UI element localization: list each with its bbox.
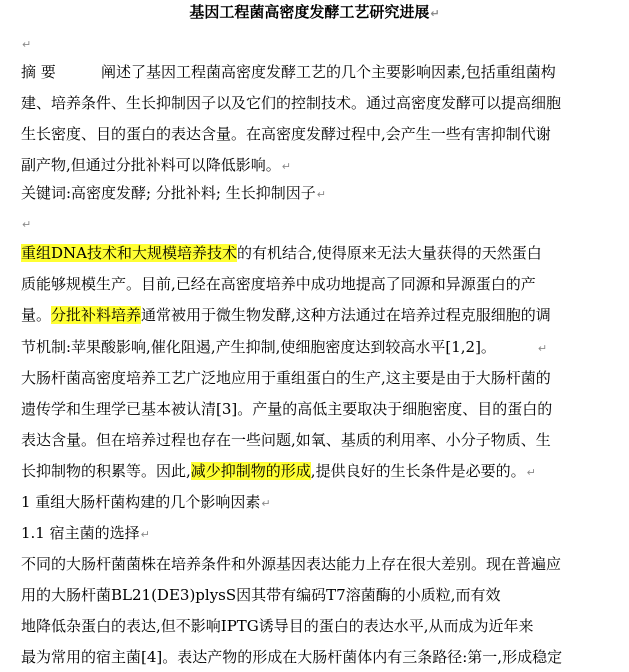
intro-line-3 [21,305,551,325]
paragraph-mark-icon: ↵ [316,188,326,201]
heading-text: 1.1 宿主菌的选择 [21,524,140,542]
blank-line [21,213,31,235]
abstract-label: 摘 要 [21,63,56,81]
keywords-line [21,183,326,205]
paragraph-mark-icon: ↵ [281,160,291,173]
body-text: 大肠杆菌高密度培养工艺广泛地应用于重组蛋白的生产,这主要是由于大肠杆菌的 [21,369,551,387]
body-text: 遗传学和生理学已基本被认清[3]。产量的高低主要取决于细胞密度、目的蛋白的 [21,400,553,418]
para2-line-4 [21,461,536,483]
intro-line-2 [21,274,536,294]
para2-line-3 [21,430,551,450]
paragraph-mark-icon: ↵ [261,497,271,510]
section-1-1-heading [21,523,150,545]
paragraph-mark-icon: ↵ [537,342,548,355]
highlighted-text: 减少抑制物的形成 [190,462,311,480]
heading-text: 1 重组大肠杆菌构建的几个影响因素 [21,493,261,511]
body-text: 量。 [21,306,52,324]
abstract-text: 建、培养条件、生长抑制因子以及它们的控制技术。通过高密度发酵可以提高细胞 [21,94,562,112]
body-text: 的有机结合,使得原来无法大量获得的天然蛋白 [237,244,542,262]
section-1-heading [21,492,271,514]
paragraph-mark-icon: ↵ [526,466,536,479]
abstract-line-4 [21,155,291,177]
body-text: 节机制:苹果酸影响,催化阻遏,产生抑制,使细胞密度达到较高水平[1,2]。 [21,338,496,356]
abstract-text: 阐述了基因工程菌高密度发酵工艺的几个主要影响因素,包括重组菌构 [101,63,556,81]
intro-line-4 [21,337,547,359]
abstract-line-3 [21,124,551,144]
intro-line-1 [21,243,542,263]
body-text: ,提供良好的生长条件是必要的。 [310,462,526,480]
keywords-text: 关键词:高密度发酵; 分批补料; 生长抑制因子 [21,184,316,202]
body-text: 质能够规模生产。目前,已经在高密度培养中成功地提高了同源和异源蛋白的产 [21,275,536,293]
document-title [0,2,629,24]
paragraph-mark-icon: ↵ [140,528,150,541]
body-text: 通常被用于微生物发酵,这种方法通过在培养过程克服细胞的调 [141,306,551,324]
para3-line-1 [21,554,561,574]
body-text: 用的大肠杆菌BL21(DE3)plysS因其带有编码T7溶菌酶的小质粒,而有效 [21,586,501,604]
body-text: 表达含量。但在培养过程也存在一些问题,如氧、基质的利用率、小分子物质、生 [21,431,551,449]
body-text: 长抑制物的积累等。因此, [21,462,191,480]
title-text: 基因工程菌高密度发酵工艺研究进展 [189,3,430,21]
paragraph-mark-icon: ↵ [430,7,440,20]
body-text: 最为常用的宿主菌[4]。表达产物的形成在大肠杆菌体内有三条路径:第一,形成稳定 [21,648,563,666]
para2-line-2 [21,399,552,419]
para3-line-3 [21,616,534,636]
para2-line-1 [21,368,551,388]
blank-line [21,33,31,55]
highlighted-text: 重组DNA技术和大规模培养技术 [21,244,237,262]
para3-line-2 [21,585,500,605]
abstract-text: 副产物,但通过分批补料可以降低影响。 [21,156,281,174]
highlighted-text: 分批补料培养 [51,306,142,324]
paragraph-mark-icon: ↵ [22,218,32,231]
body-text: 不同的大肠杆菌菌株在培养条件和外源基因表达能力上存在很大差别。现在普遍应 [21,555,562,573]
abstract-line-2 [21,93,561,113]
abstract-line-1 [21,62,556,82]
abstract-text: 生长密度、目的蛋白的表达含量。在高密度发酵过程中,会产生一些有害抑制代谢 [21,125,551,143]
paragraph-mark-icon: ↵ [22,38,32,51]
body-text: 地降低杂蛋白的表达,但不影响IPTG诱导目的蛋白的表达水平,从而成为近年来 [21,617,534,635]
para3-line-4 [21,647,562,667]
